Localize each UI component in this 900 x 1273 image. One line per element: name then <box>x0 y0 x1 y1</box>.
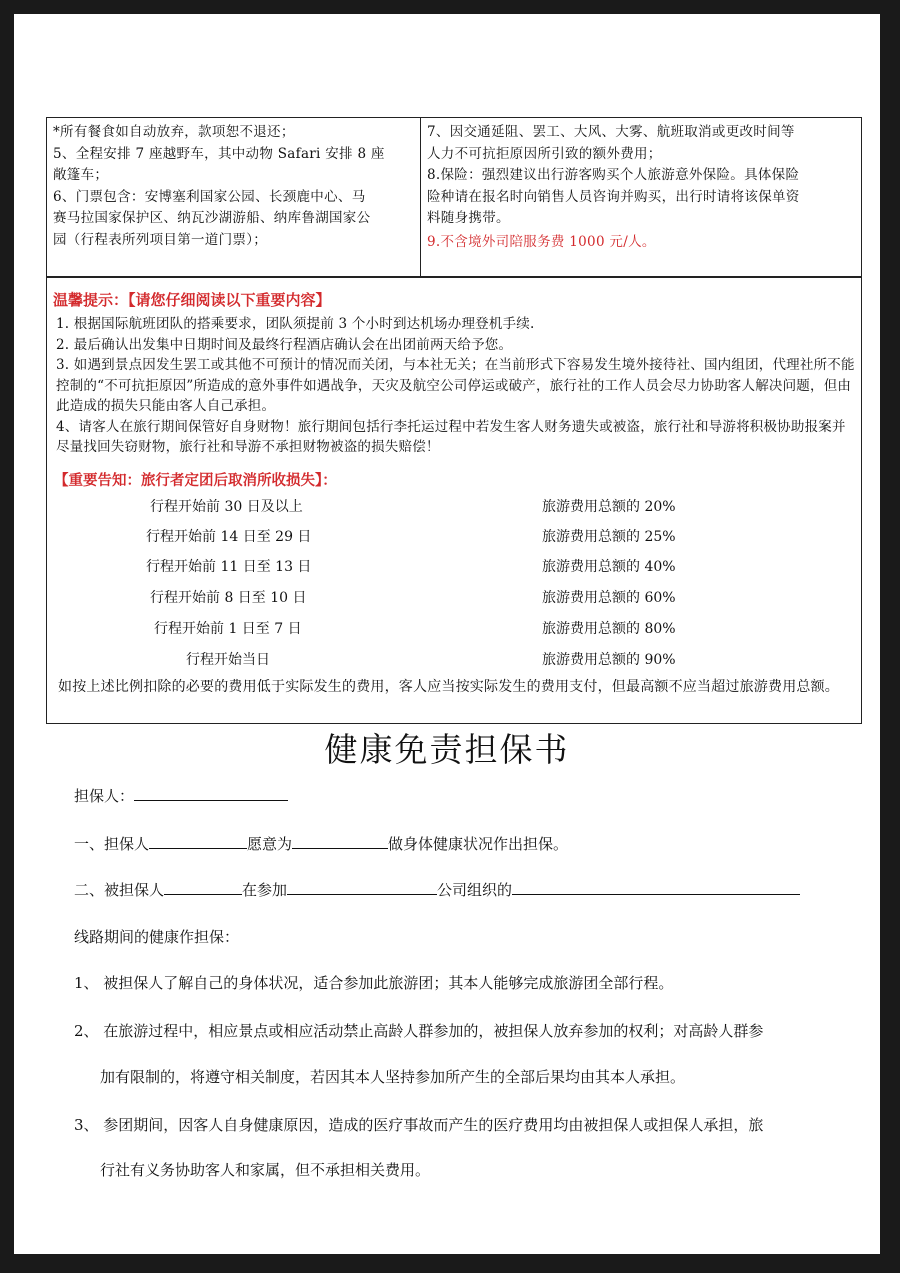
company-field[interactable] <box>287 878 437 895</box>
inclusions-table <box>46 117 862 278</box>
document-page <box>14 14 880 1254</box>
guarantor-label: 担保人： <box>74 787 135 805</box>
guarantee-line-3: 线路期间的健康作担保： <box>74 928 240 946</box>
guarantee-item-2a: 2、 在旅游过程中，相应景点或相应活动禁止高龄人群参加的，被担保人放弃参加的权利；对高龄人群参 <box>74 1022 764 1040</box>
guarantee-title: 健康免责担保书 <box>324 730 570 769</box>
guarantee-item-2b: 加有限制的，将遵守相关制度，若因其本人坚持参加所产生的全部后果均由其本人承担。 <box>100 1068 686 1086</box>
line1-part-c: 做身体健康状况作出担保。 <box>388 835 569 853</box>
note-item: 2. 最后确认出发集中日期时间及最终行程酒店确认会在出团前两天给予您。 <box>56 336 513 353</box>
table-line: *所有餐食如自动放弃，款项恕不退还； <box>53 124 295 140</box>
cancellation-fee: 旅游费用总额的 20% <box>542 499 676 515</box>
table-line: 险种请在报名时向销售人员咨询并购买，出行时请将该保单资 <box>427 188 800 205</box>
exclusions-right-column <box>421 118 861 277</box>
cancellation-fee: 旅游费用总额的 40% <box>542 559 676 575</box>
table-line: 园（行程表所列项目第一道门票）； <box>53 231 268 248</box>
table-line: 赛马拉国家保护区、纳瓦沙湖游船、纳库鲁湖国家公 <box>53 210 371 226</box>
cancellation-fee: 旅游费用总额的 25% <box>542 529 676 545</box>
guarantee-item-3a: 3、 参团期间，因客人自身健康原因，造成的医疗事故而产生的医疗费用均由被担保人或担保人承担，旅 <box>74 1116 764 1134</box>
guarantee-line-2 <box>74 878 800 900</box>
table-line: 8.保险：强烈建议出行游客购买个人旅游意外保险。具体保险 <box>427 167 800 183</box>
cancellation-period: 行程开始前 14 日至 29 日 <box>146 529 312 545</box>
notes-list <box>56 314 856 458</box>
inclusions-left-column <box>47 118 421 277</box>
insured-person-field[interactable] <box>164 878 242 895</box>
table-line: 6、门票包含：安博塞利国家公园、长颈鹿中心、马 <box>53 188 366 205</box>
service-fee-note: 9.不含境外司陪服务费 1000 元/人。 <box>427 233 656 250</box>
table-line: 5、全程安排 7 座越野车，其中动物 Safari 安排 8 座 <box>53 145 385 162</box>
cancellation-closing: 如按上述比例扣除的必要的费用低于实际发生的费用，客人应当按实际发生的费用支付，但最高额不应当超过旅游费用总额。 <box>58 679 839 695</box>
cancellation-title: 【重要告知：旅行者定团后取消所收损失】： <box>54 472 337 489</box>
table-line: 敞篷车； <box>53 167 109 183</box>
line2-part-b: 在参加 <box>242 881 288 899</box>
notes-title <box>53 289 331 310</box>
note-item: 1. 根据国际航班团队的搭乘要求，团队须提前 3 个小时到达机场办理登机手续. <box>56 316 535 332</box>
line1-part-b: 愿意为 <box>247 835 293 853</box>
note-item: 4、请客人在旅行期间保管好自身财物！旅行期间包括行李托运过程中若发生客人财务遗失或被盗，旅行社和导游将积极协助报案并尽量找回失窃财物，旅行社和导游不承担财物被盗的损失赔偿！ <box>56 418 846 455</box>
guarantee-item-3b: 行社有义务协助客人和家属，但不承担相关费用。 <box>100 1161 431 1179</box>
notes-title-highlight: 【请您仔细阅读以下重要内容】 <box>128 291 331 309</box>
guarantor-line <box>74 784 288 806</box>
table-line: 料随身携带。 <box>427 210 510 226</box>
guaranteed-person-field[interactable] <box>292 832 388 849</box>
notes-title-prefix: 温馨提示： <box>53 291 129 309</box>
cancellation-period: 行程开始前 1 日至 7 日 <box>154 621 302 637</box>
table-line: 7、因交通延阻、罢工、大风、大雾、航班取消或更改时间等 <box>427 124 795 140</box>
guarantor-name-field[interactable] <box>134 784 288 801</box>
line1-part-a: 一、担保人 <box>74 835 150 853</box>
table-line: 人力不可抗拒原因所引致的额外费用； <box>427 145 662 162</box>
guarantee-item-1: 1、 被担保人了解自己的身体状况，适合参加此旅游团；其本人能够完成旅游团全部行程。 <box>74 974 674 992</box>
line2-part-c: 公司组织的 <box>437 881 513 899</box>
cancellation-fee: 旅游费用总额的 60% <box>542 590 676 606</box>
guarantee-line-1 <box>74 832 568 854</box>
cancellation-fee: 旅游费用总额的 90% <box>542 652 676 668</box>
cancellation-period: 行程开始前 11 日至 13 日 <box>146 559 312 575</box>
route-field[interactable] <box>512 878 800 895</box>
cancellation-fee: 旅游费用总额的 80% <box>542 621 676 637</box>
guarantor-field[interactable] <box>149 832 247 849</box>
cancellation-period: 行程开始当日 <box>186 652 270 668</box>
line2-part-a: 二、被担保人 <box>74 881 165 899</box>
note-item: 3. 如遇到景点因发生罢工或其他不可预计的情况而关闭，与本社无关；在当前形式下容易发生境外接待社、国内组团，代理社所不能控制的“不可抗拒原因”所造成的意外事件如遇战争，天灾及航空公司停运或破产，旅行社的工作人员会尽力协助客人解决问题，但由此造成的损失只能由客人自己承担。 <box>56 357 855 414</box>
cancellation-period: 行程开始前 30 日及以上 <box>150 499 303 515</box>
cancellation-period: 行程开始前 8 日至 10 日 <box>150 590 307 606</box>
